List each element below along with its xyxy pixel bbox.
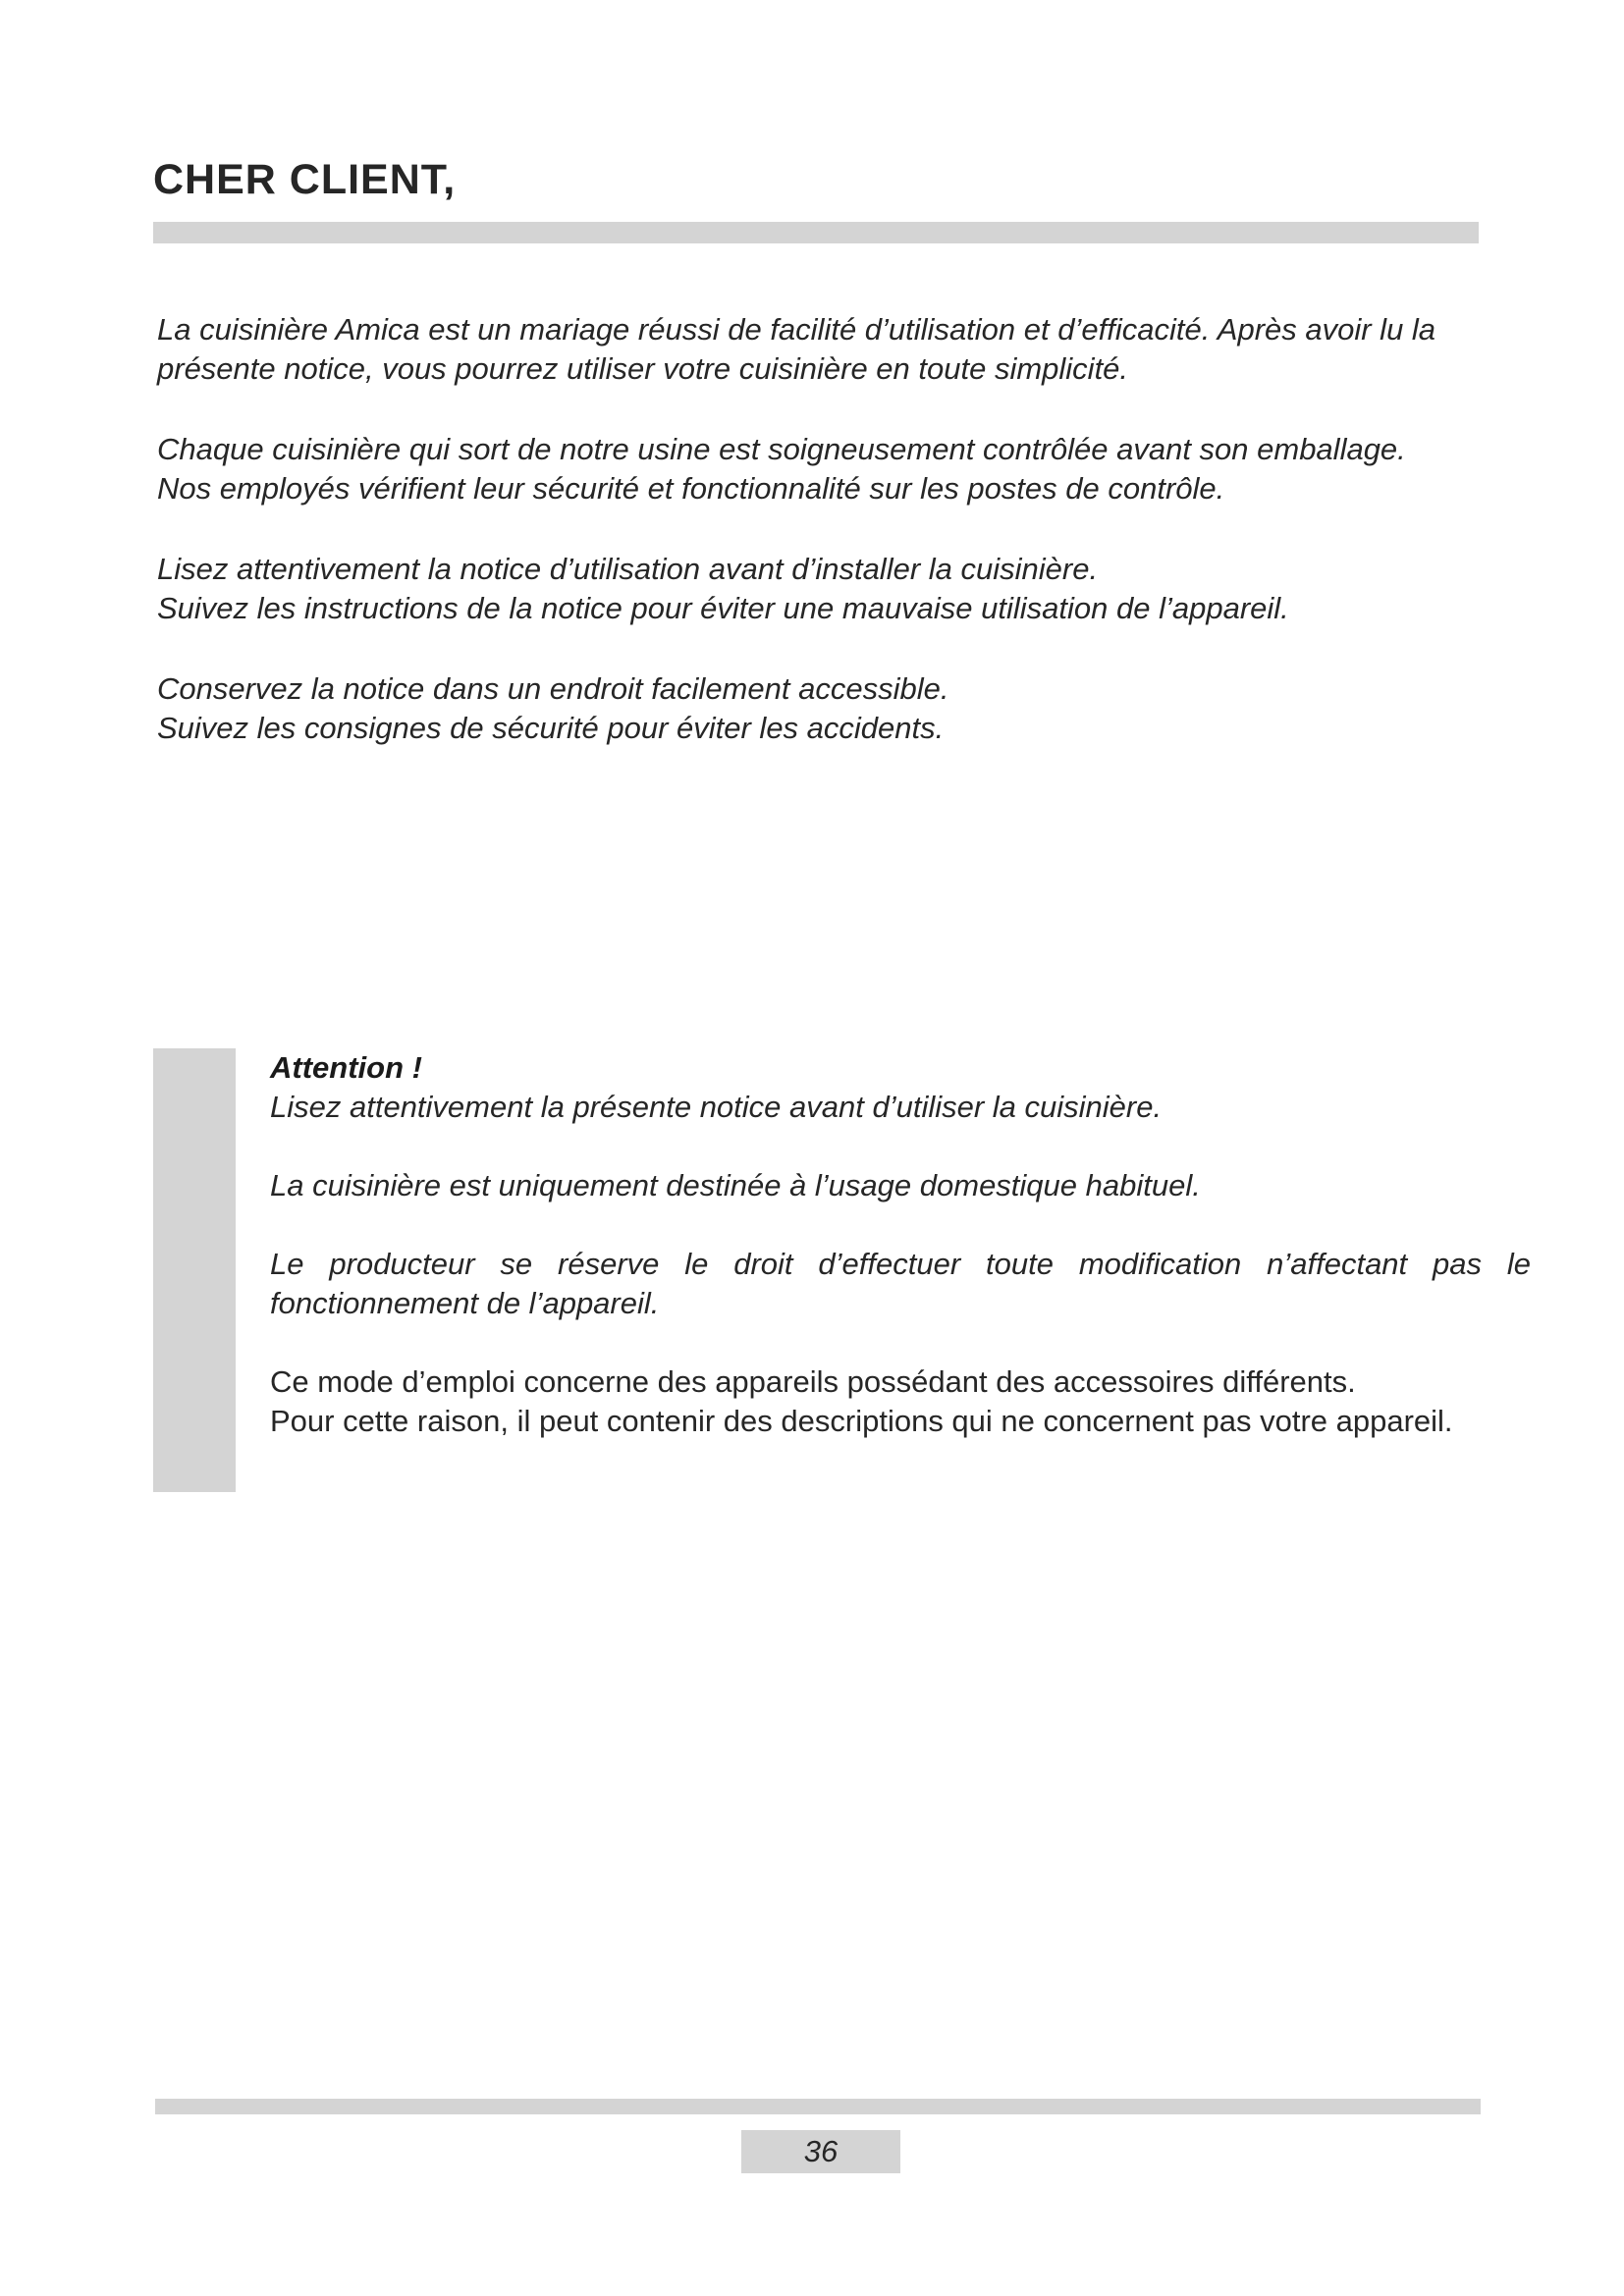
intro-paragraph-4-line-1: Conservez la notice dans un endroit facilement accessible.	[157, 671, 949, 706]
notice-paragraph-2: La cuisinière est uniquement destinée à l’usage domestique habituel.	[270, 1168, 1201, 1202]
attention-notice	[270, 1048, 1531, 1480]
intro-paragraph-2	[157, 430, 1512, 508]
intro-paragraph-3-line-2: Suivez les instructions de la notice pour éviter une mauvaise utilisation de l’appareil.	[157, 591, 1289, 625]
notice-paragraph-4-line-1: Ce mode d’emploi concerne des appareils possédant des accessoires différents.	[270, 1364, 1356, 1399]
intro-paragraph-2-line-2: Nos employés vérifient leur sécurité et fonctionnalité sur les postes de contrôle.	[157, 471, 1225, 506]
notice-paragraph-4-line-2: Pour cette raison, il peut contenir des descriptions qui ne concernent pas votre appareil.	[270, 1404, 1453, 1438]
page-number: 36	[741, 2130, 900, 2173]
intro-paragraph-2-line-1: Chaque cuisinière qui sort de notre usine est soigneusement contrôlée avant son emballage.	[157, 432, 1406, 466]
notice-side-bar	[153, 1048, 236, 1492]
page-title: CHER CLIENT,	[153, 156, 457, 203]
notice-paragraph-3: Le producteur se réserve le droit d’effectuer toute modification n’affectant pas le fonctionnement de l’appareil.	[270, 1247, 1531, 1320]
intro-paragraph-3-line-1: Lisez attentivement la notice d’utilisation avant d’installer la cuisinière.	[157, 552, 1099, 586]
notice-paragraph-1: Lisez attentivement la présente notice avant d’utiliser la cuisinière.	[270, 1090, 1163, 1124]
intro-paragraph-3	[157, 550, 1512, 628]
notice-heading: Attention !	[270, 1050, 422, 1085]
intro-section	[157, 310, 1512, 789]
intro-paragraph-4-line-2: Suivez les consignes de sécurité pour éviter les accidents.	[157, 711, 945, 745]
footer-divider	[155, 2099, 1481, 2114]
intro-paragraph-4	[157, 669, 1512, 748]
title-divider	[153, 222, 1479, 243]
intro-paragraph-1: La cuisinière Amica est un mariage réussi de facilité d’utilisation et d’efficacité. Après avoir lu la présente notice, vous pourrez utiliser votre cuisinière en toute simplicité.	[157, 312, 1436, 386]
notice-paragraph-4	[270, 1362, 1531, 1441]
